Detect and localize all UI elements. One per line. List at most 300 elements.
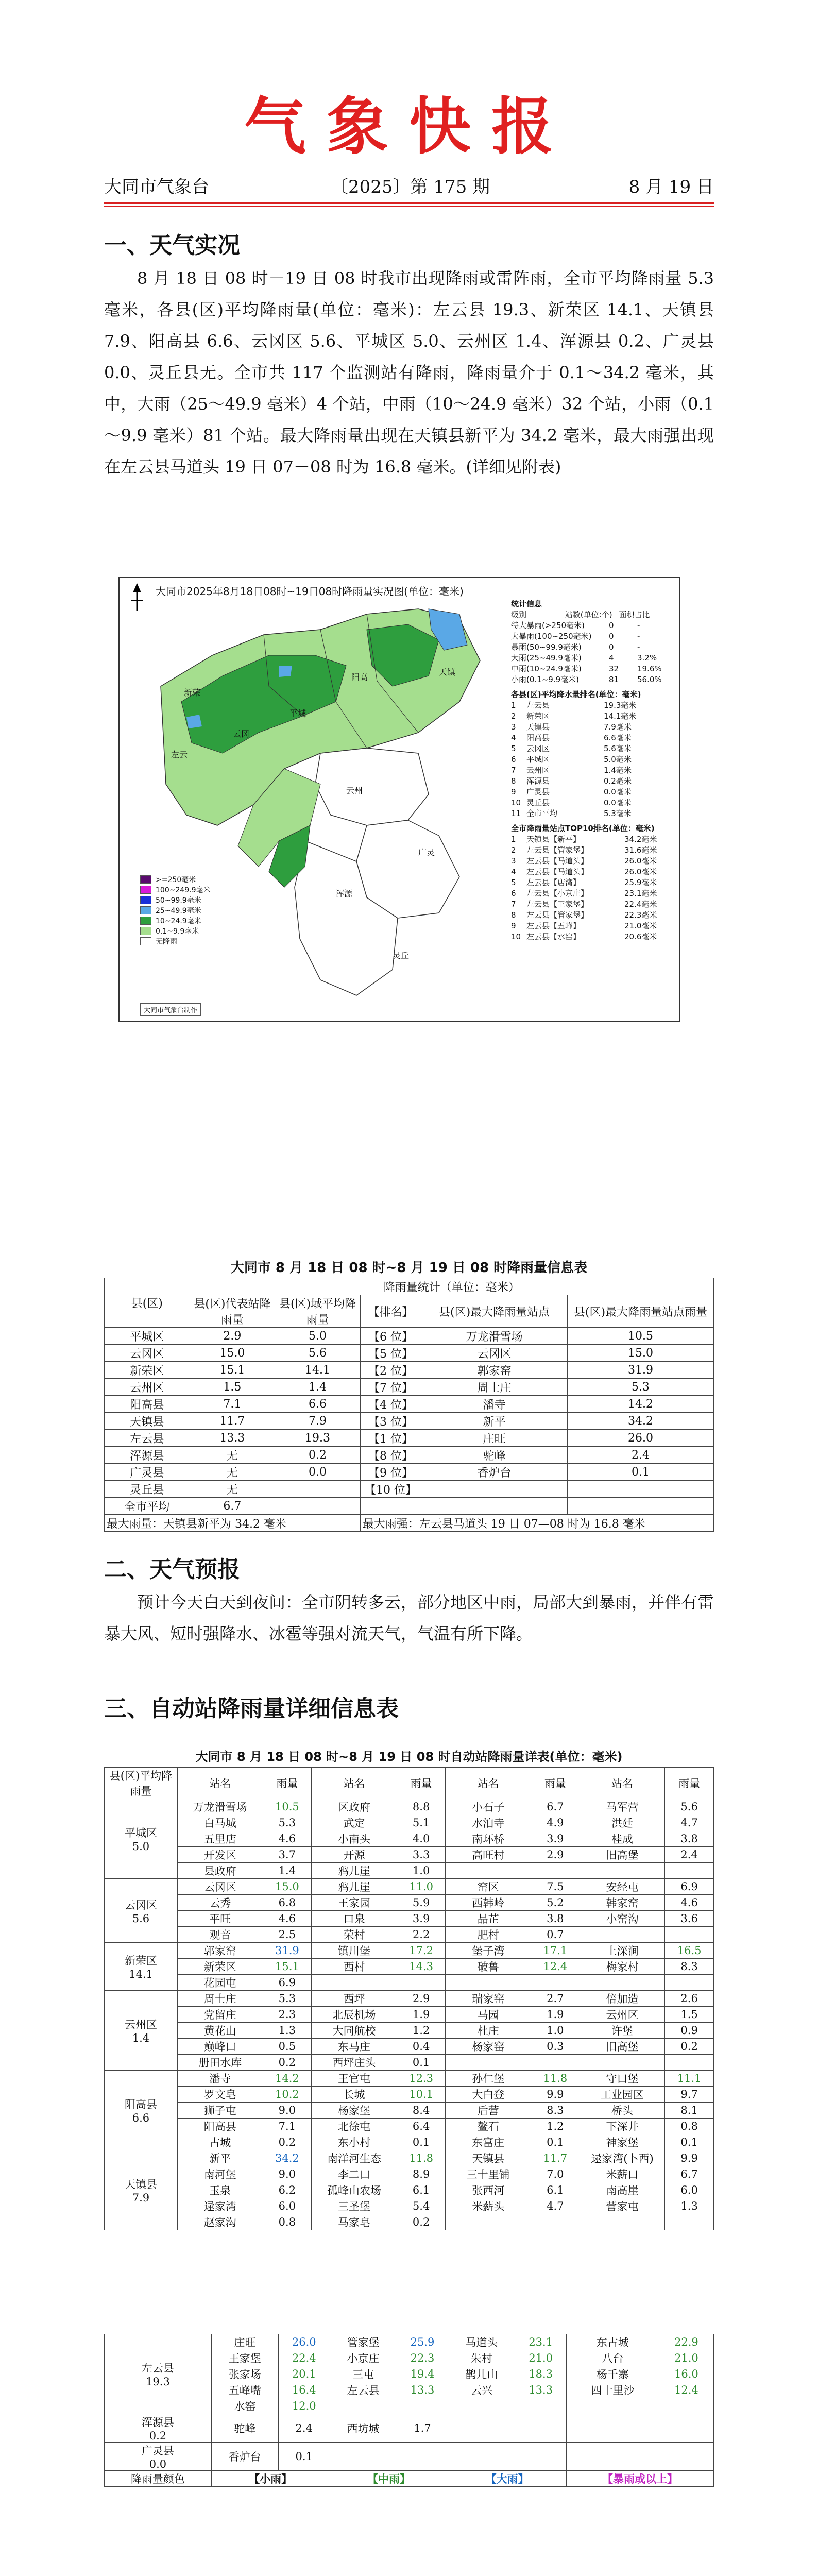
t1-cell [275,1498,361,1515]
station-name: 水泊寺 [446,1815,531,1831]
station-rain [531,2055,580,2071]
county-rank-value: 0.2毫米 [604,776,632,786]
station-row [105,1831,714,1847]
t1-cell: 6.6 [275,1396,361,1413]
county-cell [105,2443,212,2471]
station-name: 云秀 [177,1895,263,1911]
county-avg: 7.9 [132,2192,150,2204]
t1-cell: 【10 位】 [360,1481,421,1498]
station-rain: 6.9 [665,1879,714,1895]
station-name: 长城 [312,2087,397,2103]
station-rain: 8.1 [665,2103,714,2119]
station-name: 旧高堡 [580,2039,665,2055]
t1-cell: 15.0 [190,1345,275,1362]
station-rain: 14.2 [263,2071,312,2087]
station-rank-value: 34.2毫米 [624,835,657,844]
station-rain: 0.8 [263,2214,312,2230]
station-name: 马军营 [580,1799,665,1815]
t1-cell: 阳高县 [105,1396,190,1413]
county-avg: 19.3 [146,2376,170,2388]
station-name: 孙仁堡 [446,2071,531,2087]
station-rain: 1.2 [531,2119,580,2134]
station-name [330,2398,397,2414]
station-rank-name: 左云县【管家堡】 [526,910,589,920]
station-rain: 21.0 [659,2350,713,2366]
station-detail-table-continued [104,2334,714,2487]
station-rain: 7.5 [531,1879,580,1895]
county-rank-name: 新荣区 [526,711,550,721]
county-rainfall-table [104,1278,714,1532]
station-rain: 6.0 [263,2198,312,2214]
county-rank-row [511,733,671,743]
county-rank-row [511,743,671,754]
station-name: 马家皂 [312,2214,397,2230]
station-row [105,1959,714,1975]
station-rank-name: 左云县【五峰】 [526,921,581,930]
map-legend [140,874,211,946]
station-rain: 11.8 [397,2150,446,2166]
station-rain: 4.7 [531,2198,580,2214]
stats-count: 0 [609,642,614,652]
station-name: 守口堡 [580,2071,665,2087]
t1-row [105,1447,714,1464]
legend-label: 无降雨 [156,938,177,946]
station-row [105,2119,714,2134]
stats-level: 大雨(25~49.9毫米) [511,653,582,663]
station-rain: 5.1 [397,1815,446,1831]
station-rank-name: 左云县【王家堡】 [526,900,589,909]
station-name: 狮子屯 [177,2103,263,2119]
t2-col-header: 县(区)平均降雨量 [105,1768,178,1799]
station-rain: 2.3 [263,2007,312,2023]
table1-caption: 大同市 8 月 18 日 08 时~8 月 19 日 08 时降雨量信息表 [230,1260,588,1276]
station-rain: 12.3 [397,2071,446,2087]
county-rank-value: 6.6毫米 [604,733,632,742]
station-name: 荣村 [312,1927,397,1943]
county-rank-no: 4 [511,733,516,742]
county-rank-no: 11 [511,809,521,818]
t1-footer-max-rain: 最大雨量：天镇县新平为 34.2 毫米 [105,1515,361,1532]
t1-cell [568,1498,714,1515]
station-name: 四十里沙 [567,2382,659,2398]
stats-level: 特大暴雨(>250毫米) [511,621,585,630]
station-row [105,2443,714,2471]
t1-row [105,1396,714,1413]
t1-row [105,1498,714,1515]
t2-header-row [105,1768,714,1799]
stats-row [511,620,671,631]
station-rank-no: 8 [511,910,516,920]
station-name [446,1863,531,1879]
t1-cell: 15.0 [568,1345,714,1362]
t1-footer-max-intensity: 最大雨强：左云县马道头 19 日 07—08 时为 16.8 毫米 [360,1515,713,1532]
station-name: 西村 [312,1959,397,1975]
t1-cell: 0.2 [275,1447,361,1464]
station-name: 三十里铺 [446,2166,531,2182]
station-name [312,1975,397,1991]
station-rain: 11.8 [531,2071,580,2087]
station-row [105,2198,714,2214]
t1-row [105,1413,714,1430]
station-rain: 0.2 [263,2055,312,2071]
stats-area: - [637,642,640,652]
county-cell [105,1991,178,2071]
section-heading-forecast: 二、天气预报 [104,1556,240,1583]
station-name: 新荣区 [177,1959,263,1975]
station-rain: 2.5 [263,1927,312,1943]
station-name: 神家堡 [580,2134,665,2150]
stats-level: 小雨(0.1~9.9毫米) [511,675,579,684]
county-rank-row [511,700,671,711]
station-name: 韩家窑 [580,1895,665,1911]
station-rain [515,2398,567,2414]
station-rain: 1.9 [397,2007,446,2023]
station-rank-no: 6 [511,889,516,898]
station-name: 郭家窑 [177,1943,263,1959]
station-name: 小石子 [446,1799,531,1815]
station-rain [397,2443,448,2471]
station-name: 鸦儿崖 [312,1863,397,1879]
section-heading-observations: 一、天气实况 [104,232,240,259]
station-rain: 0.1 [397,2055,446,2071]
station-name: 西坊城 [330,2414,397,2443]
station-rank-value: 22.3毫米 [624,910,657,920]
t1-cell: 2.9 [190,1328,275,1345]
county-rank-no: 10 [511,798,521,807]
station-rank-no: 2 [511,845,516,855]
station-rain: 1.2 [397,2023,446,2039]
station-row [105,1847,714,1863]
t1-cell: 10.5 [568,1328,714,1345]
station-name: 旧高堡 [580,1847,665,1863]
station-rank-row [511,931,671,942]
station-rain: 22.4 [278,2350,330,2366]
county-avg: 5.6 [132,1912,150,1925]
station-rain: 6.4 [397,2119,446,2134]
county-rank-value: 1.4毫米 [604,766,632,775]
stats-col-count: 站数(单位:个) [565,610,612,619]
t1-row [105,1430,714,1447]
t1-header-group: 降雨量统计（单位：毫米） [190,1278,713,1295]
station-name: 堡子湾 [446,1943,531,1959]
station-rain: 10.1 [397,2087,446,2103]
t1-cell: 26.0 [568,1430,714,1447]
station-rain: 12.4 [659,2382,713,2398]
station-row [105,1927,714,1943]
station-name: 大同航校 [312,2023,397,2039]
county-name: 广灵县 [141,2445,174,2457]
station-rain: 1.3 [263,2023,312,2039]
station-row [105,2039,714,2055]
station-rain: 1.7 [397,2414,448,2443]
t1-col-avg: 县(区)域平均降雨量 [275,1295,361,1328]
station-row [105,2334,714,2350]
station-name [580,1863,665,1879]
station-rain: 6.2 [263,2182,312,2198]
station-name: 三屯 [330,2366,397,2382]
station-rain: 11.7 [531,2150,580,2166]
t1-cell: 云冈区 [421,1345,568,1362]
station-name: 逯家湾 [177,2198,263,2214]
county-rank-rows [511,700,671,819]
station-row [105,2414,714,2443]
county-rank-no: 6 [511,755,516,764]
t1-col-rep: 县(区)代表站降雨量 [190,1295,275,1328]
t1-cell: 【9 位】 [360,1464,421,1481]
station-detail-table [104,1767,714,2230]
station-name: 香炉台 [211,2443,278,2471]
station-name: 三圣堡 [312,2198,397,2214]
county-rank-row [511,787,671,798]
station-row [105,1911,714,1927]
station-name: 杨家窑 [446,2039,531,2055]
map-label-guangling: 广灵 [418,848,435,857]
t1-cell: 【8 位】 [360,1447,421,1464]
station-row [105,2055,714,2071]
station-rain [515,2414,567,2443]
station-rain: 2.4 [665,1847,714,1863]
station-rain: 9.7 [665,2087,714,2103]
rain-color-legend-row [105,2471,714,2487]
station-row [105,1799,714,1815]
station-name: 阳高县 [177,2119,263,2134]
county-rank-no: 8 [511,776,516,786]
map-label-yunzhou: 云州 [346,786,363,795]
county-rank-name: 灵丘县 [526,798,550,807]
station-rank-rows [511,834,671,942]
station-row [105,1815,714,1831]
legend-swatch [140,937,151,945]
county-rank-name: 全市平均 [526,809,558,818]
station-rank-row [511,845,671,856]
station-name: 五峰嘴 [211,2382,278,2398]
t1-cell: 14.1 [275,1362,361,1379]
county-cell [105,1943,178,1991]
t1-row [105,1345,714,1362]
county-cell [105,2150,178,2230]
station-name: 潘寺 [177,2071,263,2087]
county-name: 阳高县 [124,2098,157,2111]
t1-cell: 【4 位】 [360,1396,421,1413]
station-rank-value: 22.4毫米 [624,900,657,909]
county-rank-name: 左云县 [526,701,550,710]
map-label-lingqiu: 灵丘 [393,951,410,960]
station-rain: 8.8 [397,1799,446,1815]
stats-count: 81 [609,675,619,684]
station-rain: 6.1 [531,2182,580,2198]
county-name: 天镇县 [124,2178,157,2191]
station-name: 左云县 [330,2382,397,2398]
station-rain: 12.4 [531,1959,580,1975]
t1-cell: 14.2 [568,1396,714,1413]
station-name [448,2443,515,2471]
station-name: 观音 [177,1927,263,1943]
station-rain: 6.8 [263,1895,312,1911]
station-rain: 0.3 [531,2039,580,2055]
station-name: 五里店 [177,1831,263,1847]
map-label-xinrong: 新荣 [184,688,201,698]
station-rain: 19.4 [397,2366,448,2382]
t1-cell: 31.9 [568,1362,714,1379]
county-avg: 5.0 [132,1840,150,1853]
county-avg: 1.4 [132,2032,150,2044]
station-name: 孤峰山农场 [312,2182,397,2198]
county-rank-no: 5 [511,744,516,753]
stats-level: 暴雨(50~99.9毫米) [511,642,582,652]
county-rank-no: 7 [511,766,516,775]
station-name: 逯家湾(卜西) [580,2150,665,2166]
north-arrow-icon [127,582,147,613]
station-rain [665,2055,714,2071]
station-rain: 4.6 [665,1895,714,1911]
station-name: 许堡 [580,2023,665,2039]
station-rank-name: 左云县【店湾】 [526,878,581,887]
map-stats-panel [511,599,671,942]
stats-count: 0 [609,621,614,630]
station-name [580,2214,665,2230]
t1-cell: 驼峰 [421,1447,568,1464]
station-rain: 20.1 [278,2366,330,2382]
station-rain: 4.0 [397,1831,446,1847]
station-name: 口泉 [312,1911,397,1927]
legend-label: 10~24.9毫米 [156,917,201,925]
station-rain: 0.8 [665,2119,714,2134]
county-cell [105,2334,212,2414]
t1-cell: 11.7 [190,1413,275,1430]
station-rain: 23.1 [515,2334,567,2350]
legend-swatch [140,886,151,894]
station-rain: 10.2 [263,2087,312,2103]
station-name: 鹊儿山 [448,2366,515,2382]
station-rain [659,2414,713,2443]
station-rain: 0.4 [397,2039,446,2055]
station-rain: 6.9 [263,1975,312,1991]
county-cell [105,1799,178,1879]
station-row [105,2214,714,2230]
station-name: 西坪庄头 [312,2055,397,2071]
station-name: 东小村 [312,2134,397,2150]
stats-count: 4 [609,653,614,663]
legend-row [140,885,211,895]
county-cell [105,1879,178,1943]
t1-cell: 【6 位】 [360,1328,421,1345]
station-row [105,2087,714,2103]
county-rank-value: 5.6毫米 [604,744,632,753]
station-rain: 17.1 [531,1943,580,1959]
station-rank-no: 4 [511,867,516,876]
station-rain: 1.0 [397,1863,446,1879]
t2-col-header: 雨量 [397,1768,446,1799]
station-rank-name: 天镇县【新平】 [526,835,581,844]
station-rain: 25.9 [397,2334,448,2350]
station-rain: 4.9 [531,1815,580,1831]
t1-cell: 【3 位】 [360,1413,421,1430]
station-name: 工业园区 [580,2087,665,2103]
stats-row [511,664,671,674]
county-rank-value: 5.3毫米 [604,809,632,818]
t1-cell [421,1498,568,1515]
t1-cell: 广灵县 [105,1464,190,1481]
station-rain: 26.0 [278,2334,330,2350]
station-name [567,2398,659,2414]
station-rain [397,2398,448,2414]
station-name: 开源 [312,1847,397,1863]
t2-col-header: 站名 [177,1768,263,1799]
station-name: 新平 [177,2150,263,2166]
station-name: 马道头 [448,2334,515,2350]
stats-rows [511,620,671,685]
rain-color-legend-label: 降雨量颜色 [105,2471,212,2487]
t2-col-header: 站名 [446,1768,531,1799]
station-rain: 5.2 [531,1895,580,1911]
station-name: 玉泉 [177,2182,263,2198]
station-rain: 0.1 [531,2134,580,2150]
station-rain: 5.3 [263,1815,312,1831]
station-name: 西韩岭 [446,1895,531,1911]
t1-row [105,1481,714,1498]
station-name: 罗文皂 [177,2087,263,2103]
station-rain [531,1863,580,1879]
station-rain: 3.9 [397,1911,446,1927]
station-row [105,2166,714,2182]
station-name [448,2414,515,2443]
station-name: 北徐屯 [312,2119,397,2134]
t1-col-county: 县(区) [105,1278,190,1328]
station-rain: 4.6 [263,1911,312,1927]
t1-cell: 15.1 [190,1362,275,1379]
station-rank-no: 1 [511,835,516,844]
station-rain: 9.0 [263,2166,312,2182]
county-name: 浑源县 [141,2416,174,2429]
station-rain [665,1975,714,1991]
legend-row [140,916,211,926]
station-rain: 22.3 [397,2350,448,2366]
station-name: 梅家村 [580,1959,665,1975]
t1-cell: 左云县 [105,1430,190,1447]
t1-col-rank: 【排名】 [360,1295,421,1328]
station-rain: 5.9 [397,1895,446,1911]
station-name: 北辰机场 [312,2007,397,2023]
t1-cell: 无 [190,1464,275,1481]
t1-cell: 【7 位】 [360,1379,421,1396]
t1-cell: 天镇县 [105,1413,190,1430]
county-cell [105,2071,178,2150]
station-name: 张家场 [211,2366,278,2382]
station-name: 大白登 [446,2087,531,2103]
station-name: 晶芷 [446,1911,531,1927]
station-rain: 1.3 [665,2198,714,2214]
station-name: 上深涧 [580,1943,665,1959]
map-title: 大同市2025年8月18日08时~19日08时降雨量实况图(单位：毫米) [156,585,464,598]
t2-col-header: 雨量 [531,1768,580,1799]
t2-col-header: 雨量 [665,1768,714,1799]
station-rank-no: 3 [511,856,516,866]
county-cell [105,2414,212,2443]
station-name: 水窑 [211,2398,278,2414]
station-rain: 8.4 [397,2103,446,2119]
station-rain: 2.7 [531,1991,580,2007]
t1-col-maxval: 县(区)最大降雨量站点雨量 [568,1295,714,1328]
t1-cell: 灵丘县 [105,1481,190,1498]
legend-row [140,905,211,916]
station-name: 县政府 [177,1863,263,1879]
t1-cell: 庄旺 [421,1430,568,1447]
stats-count: 0 [609,632,614,641]
station-name: 管家堡 [330,2334,397,2350]
station-rank-row [511,834,671,845]
station-name: 平旺 [177,1911,263,1927]
station-rain: 2.9 [531,1847,580,1863]
